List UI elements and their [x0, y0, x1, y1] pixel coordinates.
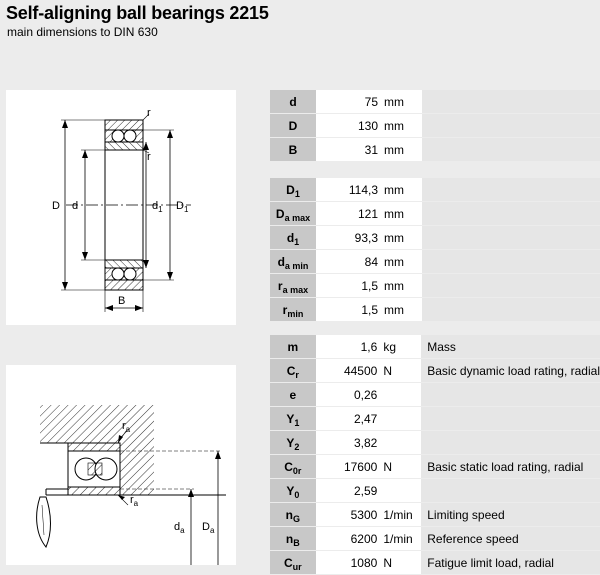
row-value: 2,47 [316, 407, 382, 431]
table-row [270, 138, 600, 162]
table-row [270, 551, 600, 575]
row-value: 75 [316, 90, 382, 114]
row-unit: N [381, 359, 421, 383]
row-description [422, 250, 600, 274]
row-value: 1,5 [316, 298, 382, 322]
table-row [270, 250, 600, 274]
label-D: D [52, 200, 60, 212]
symbol-subscript: r [295, 369, 299, 380]
row-value: 2,59 [316, 479, 382, 503]
row-unit: mm [382, 298, 422, 322]
symbol-subscript: 1 [294, 417, 300, 428]
label-B: B [118, 295, 126, 307]
row-symbol [270, 178, 316, 202]
row-symbol [270, 226, 316, 250]
row-value: 44500 [316, 359, 382, 383]
row-symbol [270, 114, 316, 138]
row-symbol [270, 274, 316, 298]
row-unit: mm [382, 138, 422, 162]
row-symbol [270, 202, 316, 226]
row-unit [381, 479, 421, 503]
row-symbol [270, 479, 316, 503]
row-value: 17600 [316, 455, 382, 479]
row-description [422, 274, 600, 298]
row-symbol [270, 455, 316, 479]
symbol-subscript: B [293, 537, 300, 548]
symbol-text: D [288, 118, 298, 133]
row-description [421, 479, 600, 503]
row-value: 84 [316, 250, 382, 274]
row-unit: kg [381, 335, 421, 359]
row-value: 6200 [316, 527, 382, 551]
table-row [270, 479, 600, 503]
table-row [270, 90, 600, 114]
row-unit: mm [382, 250, 422, 274]
row-value: 0,26 [316, 383, 382, 407]
table-row [270, 298, 600, 322]
table-row [270, 202, 600, 226]
label-d: d [72, 200, 79, 212]
symbol-text: Y [286, 411, 295, 426]
symbol-subscript: G [292, 513, 300, 524]
table-row [270, 383, 600, 407]
label-ra-top: $r_a$ [122, 420, 131, 434]
label-r-top: r [147, 107, 151, 119]
row-description: Mass [421, 335, 600, 359]
row-unit: mm [382, 90, 422, 114]
row-value: 31 [316, 138, 382, 162]
table-row [270, 178, 600, 202]
row-description [422, 114, 600, 138]
table-row [270, 431, 600, 455]
row-description [421, 431, 600, 455]
row-value: 3,82 [316, 431, 382, 455]
row-symbol [270, 431, 316, 455]
row-unit: 1/min [381, 527, 421, 551]
performance-data-table [270, 335, 600, 575]
row-symbol [270, 90, 316, 114]
row-description [421, 407, 600, 431]
symbol-text: e [289, 387, 297, 402]
table-row [270, 407, 600, 431]
label-Da: $D_a$ [202, 521, 215, 535]
row-unit: mm [382, 178, 422, 202]
label-r-mid: r [147, 151, 151, 163]
row-value: 93,3 [316, 226, 382, 250]
table-row [270, 527, 600, 551]
symbol-text: d [289, 94, 297, 109]
page-subtitle: main dimensions to DIN 630 [7, 25, 158, 39]
row-description [422, 202, 600, 226]
symbol-subscript: 0r [292, 465, 302, 476]
symbol-text: C [284, 459, 293, 474]
row-value: 114,3 [316, 178, 382, 202]
table-row [270, 503, 600, 527]
row-symbol [270, 527, 316, 551]
symbol-text: d [286, 230, 295, 245]
row-description: Reference speed [421, 527, 600, 551]
symbol-text: D [286, 182, 295, 197]
symbol-text: n [285, 531, 294, 546]
symbol-text: D [275, 206, 285, 221]
symbol-subscript: 1 [294, 236, 300, 247]
row-description [422, 138, 600, 162]
row-symbol [270, 503, 316, 527]
row-value: 121 [316, 202, 382, 226]
row-unit: mm [382, 274, 422, 298]
row-symbol [270, 383, 316, 407]
symbol-text: n [285, 507, 293, 522]
symbol-text: r [282, 302, 288, 317]
row-value: 5300 [316, 503, 382, 527]
row-unit: 1/min [381, 503, 421, 527]
row-value: 1,6 [316, 335, 382, 359]
row-description [421, 383, 600, 407]
row-description [422, 226, 600, 250]
row-description: Limiting speed [421, 503, 600, 527]
row-symbol [270, 359, 316, 383]
label-ra-bottom: $r_a$ [130, 494, 139, 508]
row-description [422, 178, 600, 202]
row-value: 1,5 [316, 274, 382, 298]
symbol-text: d [277, 254, 285, 269]
mounting-dimensions-diagram [6, 365, 236, 565]
row-description: Fatigue limit load, radial [421, 551, 600, 575]
table-row [270, 226, 600, 250]
symbol-subscript: a max [284, 212, 311, 223]
symbol-subscript: 2 [294, 441, 300, 452]
table-row [270, 274, 600, 298]
row-symbol [270, 138, 316, 162]
row-unit [381, 431, 421, 455]
symbol-text: C [286, 363, 296, 378]
row-unit [381, 407, 421, 431]
table-row [270, 455, 600, 479]
row-symbol [270, 335, 316, 359]
symbol-text: m [287, 339, 299, 354]
label-d1: $d_1$ [152, 200, 163, 214]
symbol-subscript: a max [282, 284, 309, 295]
symbol-subscript: min [287, 308, 304, 319]
symbol-text: C [283, 555, 293, 570]
row-unit: N [381, 455, 421, 479]
row-unit: N [381, 551, 421, 575]
symbol-subscript: 1 [294, 188, 300, 199]
row-value: 1080 [316, 551, 382, 575]
symbol-text: B [288, 142, 298, 157]
row-description: Basic dynamic load rating, radial [421, 359, 600, 383]
row-symbol [270, 551, 316, 575]
row-unit [381, 383, 421, 407]
bearing-cross-section-diagram [6, 90, 236, 325]
row-unit: mm [382, 202, 422, 226]
row-description: Basic static load rating, radial [421, 455, 600, 479]
row-description [422, 90, 600, 114]
table-row [270, 335, 600, 359]
abutment-dimensions-table [270, 178, 600, 322]
symbol-subscript: ur [292, 561, 302, 572]
symbol-text: Y [286, 435, 295, 450]
symbol-subscript: 0 [294, 489, 300, 500]
row-symbol [270, 407, 316, 431]
label-da: $d_a$ [174, 521, 185, 535]
label-D1: $D_1$ [176, 200, 189, 214]
symbol-subscript: a min [284, 260, 309, 271]
row-description [422, 298, 600, 322]
symbol-text: Y [286, 483, 295, 498]
table-row [270, 359, 600, 383]
row-unit: mm [382, 114, 422, 138]
dimensions-table [270, 90, 600, 162]
table-row [270, 114, 600, 138]
row-unit: mm [382, 226, 422, 250]
row-symbol [270, 250, 316, 274]
symbol-text: r [277, 278, 283, 293]
page-title: Self-aligning ball bearings 2215 [6, 3, 269, 23]
row-symbol [270, 298, 316, 322]
row-value: 130 [316, 114, 382, 138]
